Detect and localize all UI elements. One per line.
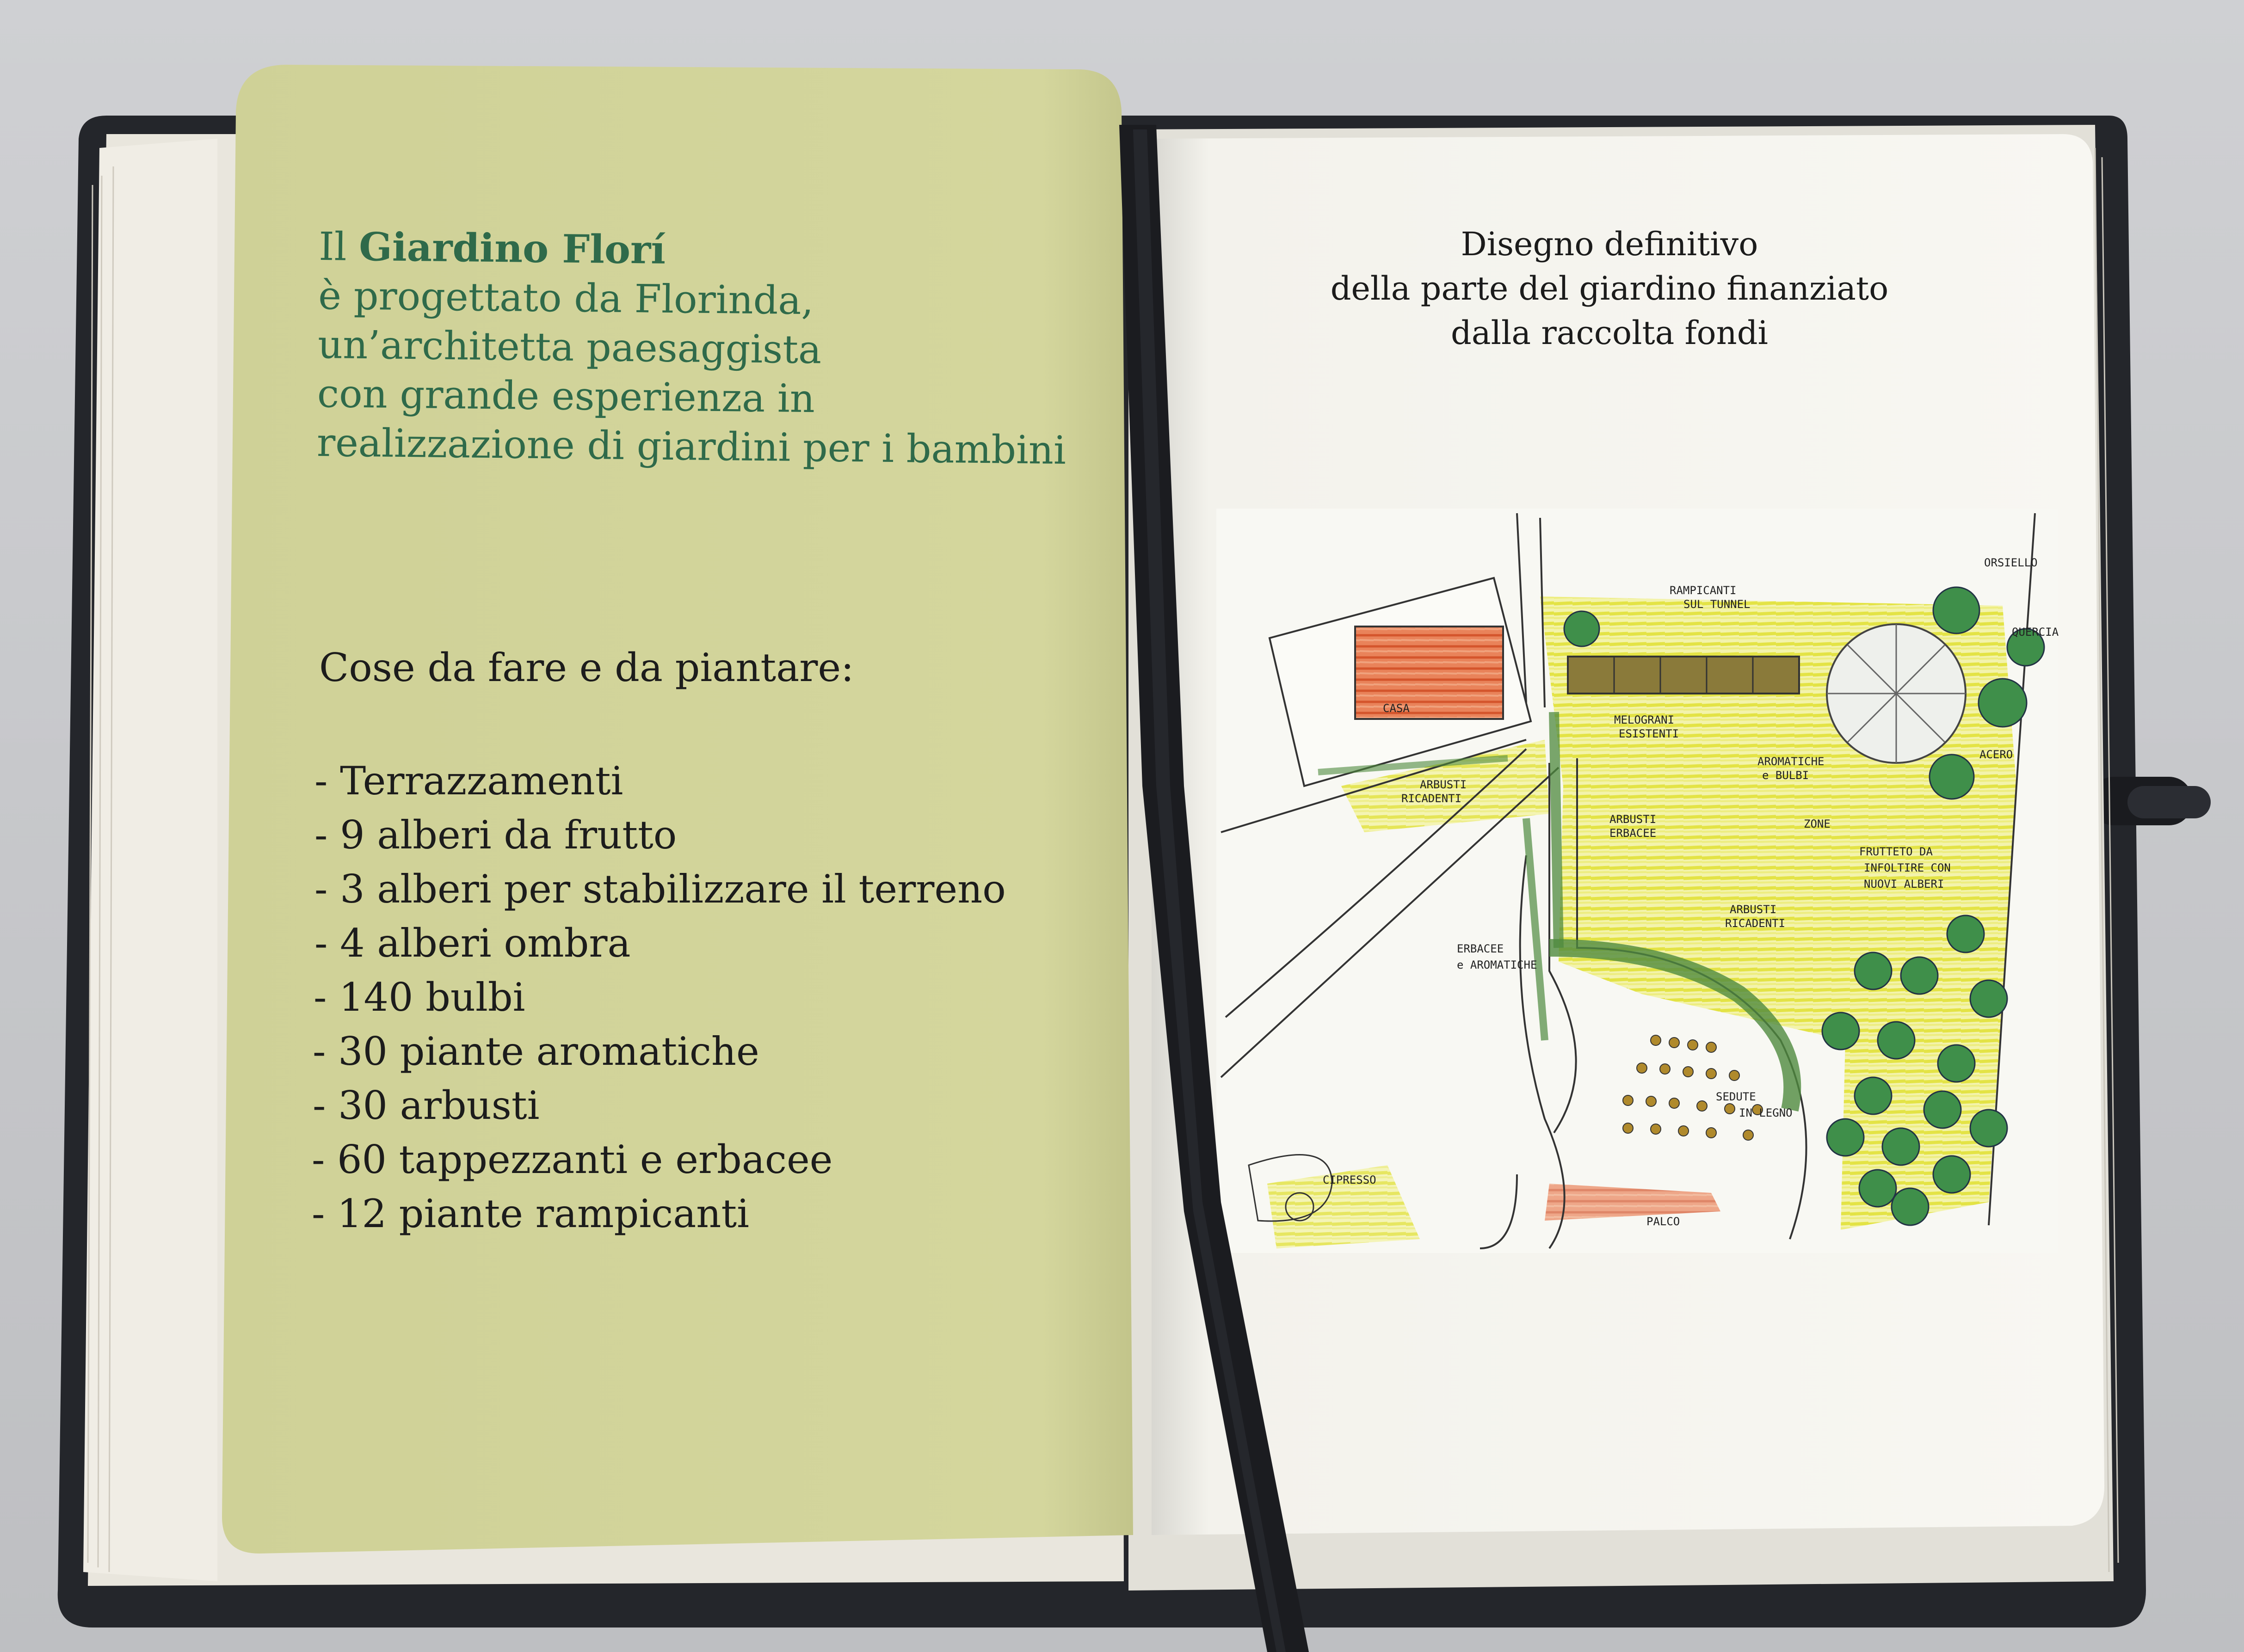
label-arbusti-2: ARBUSTI xyxy=(1730,903,1777,916)
intro-line-4: realizzazione di giardini per i bambini xyxy=(316,419,1067,473)
todo-item: - 60 tappezzanti e erbacee xyxy=(312,1137,833,1182)
label-sedute: SEDUTE xyxy=(1716,1090,1756,1103)
garden-plan-sketch xyxy=(1216,509,2059,1253)
label-rampicanti: RAMPICANTI xyxy=(1670,584,1737,597)
title-line-2: della parte del giardino finanziato xyxy=(1330,270,1889,307)
right-page-title xyxy=(1202,222,2016,355)
tunnel xyxy=(1568,657,1799,694)
todo-list-title: Cose da fare e da piantare: xyxy=(319,645,854,690)
todo-item: - 9 alberi da frutto xyxy=(314,812,677,858)
intro-prefix: Il xyxy=(318,223,359,270)
intro-line-1: è progettato da Florinda, xyxy=(318,272,814,324)
label-cipresso: CIPRESSO xyxy=(1323,1173,1376,1186)
house-rect xyxy=(1355,626,1503,719)
label-zone: ZONE xyxy=(1804,817,1831,830)
title-line-3: dalla raccolta fondi xyxy=(1451,314,1768,352)
label-quercia: QUERCIA xyxy=(2012,626,2059,639)
label-aromatiche: AROMATICHE xyxy=(1757,755,1825,768)
label-acero: ACERO xyxy=(1979,748,2013,761)
label-infoltire: INFOLTIRE CON xyxy=(1864,861,1951,874)
label-arbusti-1: ARBUSTI xyxy=(1420,778,1467,791)
label-esistenti: ESISTENTI xyxy=(1619,727,1679,740)
todo-item: - 3 alberi per stabilizzare il terreno xyxy=(314,866,1006,912)
todo-item: - 12 piante rampicanti xyxy=(312,1191,750,1236)
todo-item: - Terrazzamenti xyxy=(314,758,623,804)
label-ricadenti-1: RICADENTI xyxy=(1401,792,1462,805)
label-e-bulbi: e BULBI xyxy=(1762,769,1809,782)
label-frutteto: FRUTTETO DA xyxy=(1859,845,1933,858)
label-erbacee-2: ERBACEE xyxy=(1457,942,1504,955)
todo-item: - 30 piante aromatiche xyxy=(313,1029,759,1074)
label-casa: CASA xyxy=(1383,702,1410,715)
label-arbusti-erbacee: ARBUSTI xyxy=(1609,813,1657,826)
todo-item: - 140 bulbi xyxy=(314,975,525,1020)
label-erbacee-1: ERBACEE xyxy=(1609,827,1657,840)
todo-item: - 30 arbusti xyxy=(313,1083,540,1128)
label-sul-tunnel: SUL TUNNEL xyxy=(1683,598,1751,611)
label-e-aromatiche: e AROMATICHE xyxy=(1457,958,1537,971)
label-nuovi-alberi: NUOVI ALBERI xyxy=(1864,878,1944,890)
todo-item: - 4 alberi ombra xyxy=(314,921,631,966)
label-orsiello: ORSIELLO xyxy=(1984,556,2038,569)
intro-line-2: un’architetta paesaggista xyxy=(317,321,822,373)
intro-line-3: con grande esperienza in xyxy=(317,370,815,422)
garden-name: Giardino Florí xyxy=(358,223,666,273)
label-palco: PALCO xyxy=(1646,1215,1680,1228)
intro-text xyxy=(316,222,1105,473)
label-melograni: MELOGRANI xyxy=(1614,713,1675,726)
label-in-legno: IN LEGNO xyxy=(1739,1106,1793,1119)
title-line-1: Disegno definitivo xyxy=(1461,225,1758,263)
label-ricadenti-2: RICADENTI xyxy=(1725,917,1786,930)
